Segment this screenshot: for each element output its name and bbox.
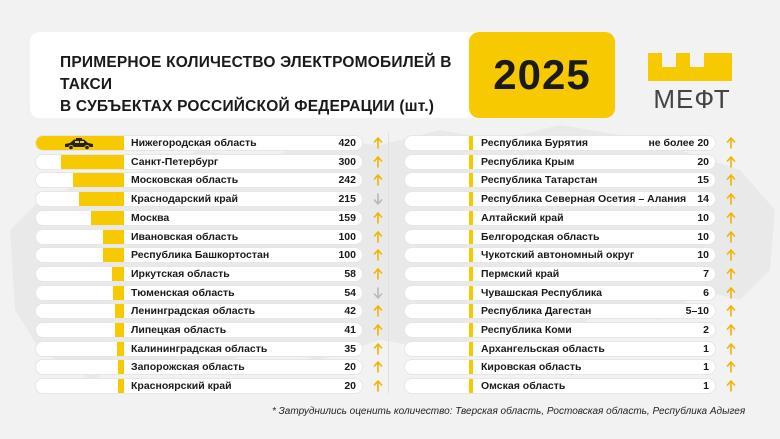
year-label: 2025 [493,51,591,98]
region-label: Ивановская область [131,230,239,243]
arrow-up-icon [373,137,383,149]
title-line-1: ПРИМЕРНОЕ КОЛИЧЕСТВО ЭЛЕКТРОМОБИЛЕЙ В ТАКСИ [60,54,452,93]
arrow-up-icon [726,212,736,224]
table-row [404,191,716,207]
region-label: Белгородская область [481,230,600,243]
arrow-up-icon [373,305,383,317]
region-label: Республика Северная Осетия – Алания [481,193,687,206]
table-row [404,172,716,188]
arrow-up-icon [726,287,736,299]
table-row [35,303,363,319]
value-bar [115,323,124,337]
value-label: 5–10 [685,305,709,318]
region-label: Калининградская область [131,342,268,355]
value-label: 58 [344,267,356,280]
region-label: Краснодарский край [131,193,238,206]
arrow-up-icon [373,324,383,336]
chart-title [60,52,480,118]
region-label: Санкт-Петербург [131,155,219,168]
table-row [35,359,363,375]
value-bar [469,379,473,393]
arrow-up-icon [373,249,383,261]
region-label: Москва [131,211,170,224]
year-badge [469,32,615,118]
arrow-up-icon [726,156,736,168]
value-bar [469,248,473,262]
arrow-up-icon [726,249,736,261]
value-bar [469,323,473,337]
value-bar [469,360,473,374]
table-row [404,135,716,151]
region-label: Чувашская Республика [481,286,603,299]
region-label: Омская область [481,380,566,393]
value-bar [112,267,124,281]
value-bar [115,304,124,318]
region-label: Республика Бурятия [481,137,589,149]
value-label: 42 [344,305,356,318]
value-bar [113,286,124,300]
table-row [404,266,716,282]
table-row [404,210,716,226]
arrow-up-icon [726,380,736,392]
table-row [404,303,716,319]
table-row [404,359,716,375]
arrow-up-icon [373,380,383,392]
value-label: 54 [344,286,356,299]
value-bar [469,155,473,169]
table-row [404,154,716,170]
region-label: Республика Коми [481,324,572,336]
value-bar [79,192,124,206]
value-label: 20 [697,155,709,168]
region-label: Республика Дагестан [481,305,592,318]
table-row [404,322,716,338]
region-label: Иркутская область [131,267,230,280]
value-label: 242 [338,174,356,187]
arrow-up-icon [373,231,383,243]
logo-text: МЕФТ [653,84,731,114]
table-row [404,247,716,263]
value-label: 1 [703,380,709,393]
value-bar [469,211,473,225]
arrow-up-icon [373,156,383,168]
value-label: 20 [344,361,356,374]
value-bar [469,286,473,300]
table-row [404,378,716,394]
region-label: Запорожская область [131,361,245,374]
region-label: Тюменская область [131,286,235,299]
table-row [404,285,716,301]
arrow-up-icon [373,212,383,224]
table-row [35,229,363,245]
region-label: Республика Башкортостан [131,249,270,262]
value-label: 35 [344,342,356,355]
value-label: 10 [697,211,709,224]
value-label: 100 [338,230,356,243]
region-label: Архангельская область [481,342,605,355]
footnote: * Затруднились оценить количество: Тверская область, Ростовская область, Республика Адыгея [272,406,746,417]
value-label: не более 20 [648,137,709,149]
region-label: Кировская область [481,361,582,374]
title-line-2: В СУБЪЕКТАХ РОССИЙСКОЙ ФЕДЕРАЦИИ (шт.) [60,98,435,115]
arrow-up-icon [726,174,736,186]
region-label: Алтайский край [481,211,564,224]
arrow-up-icon [373,361,383,373]
value-label: 2 [703,324,709,336]
arrow-down-icon [373,193,383,205]
value-label: 41 [344,324,356,336]
table-row [35,191,363,207]
header-panel [30,32,615,118]
table-row [404,229,716,245]
arrow-up-icon [373,268,383,280]
region-label: Чукотский автономный округ [481,249,635,262]
arrow-up-icon [726,324,736,336]
value-label: 6 [703,286,709,299]
table-row [404,341,716,357]
arrow-up-icon [726,361,736,373]
region-label: Пермский край [481,267,560,280]
region-label: Московская область [131,174,239,187]
value-bar [118,360,124,374]
table-row [35,247,363,263]
arrow-up-icon [726,193,736,205]
value-bar [103,230,124,244]
region-label: Липецкая область [131,324,227,336]
region-label: Красноярский край [131,380,232,393]
arrow-up-icon [726,137,736,149]
column-divider [388,133,389,393]
value-bar [469,267,473,281]
table-row [35,172,363,188]
value-bar [73,173,124,187]
value-label: 14 [697,193,709,206]
table-row [35,341,363,357]
arrow-up-icon [726,268,736,280]
value-bar [103,248,124,262]
value-bar [469,342,473,356]
region-label: Республика Татарстан [481,174,598,187]
table-row [35,266,363,282]
value-bar [469,192,473,206]
arrow-up-icon [373,174,383,186]
value-bar [117,342,124,356]
region-label: Республика Крым [481,155,575,168]
table-row [35,285,363,301]
value-label: 10 [697,230,709,243]
table-row [35,210,363,226]
arrow-up-icon [726,343,736,355]
value-label: 1 [703,361,709,374]
value-bar [469,230,473,244]
arrow-up-icon [373,343,383,355]
value-bar [61,155,124,169]
arrow-up-icon [726,305,736,317]
arrow-down-icon [373,287,383,299]
value-bar [469,304,473,318]
value-bar [91,211,124,225]
value-label: 420 [338,137,356,149]
value-label: 15 [697,174,709,187]
value-label: 100 [338,249,356,262]
value-label: 1 [703,342,709,355]
value-label: 159 [338,211,356,224]
value-label: 300 [338,155,356,168]
table-row [35,154,363,170]
arrow-up-icon [726,231,736,243]
table-row [35,378,363,394]
value-label: 7 [703,267,709,280]
value-bar [469,173,473,187]
value-label: 215 [338,193,356,206]
region-label: Ленинградская область [131,305,256,318]
value-bar [469,136,473,150]
taxi-car-icon [62,138,96,150]
value-label: 10 [697,249,709,262]
value-label: 20 [344,380,356,393]
region-label: Нижегородская область [131,137,257,149]
value-bar [118,379,124,393]
table-row [35,322,363,338]
